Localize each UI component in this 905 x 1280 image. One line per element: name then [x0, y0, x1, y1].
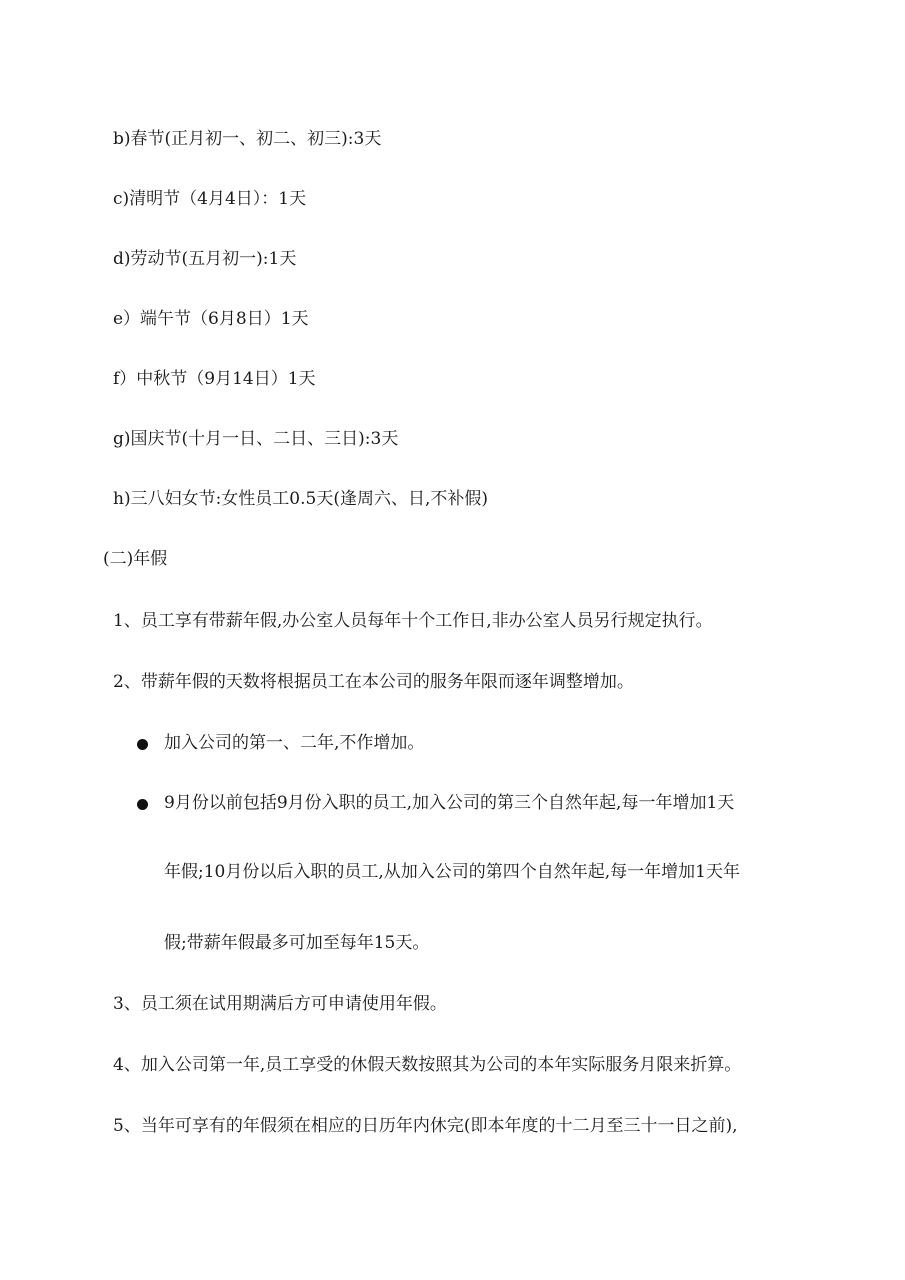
annual-leave-bullet-2-line-1: 9月份以前包括9月份入职的员工,加入公司的第三个自然年起,每一年增加1天	[164, 793, 735, 813]
bullet-dot-1	[137, 739, 148, 750]
annual-leave-item-4: 4、加入公司第一年,员工享受的休假天数按照其为公司的本年实际服务月限来折算。	[113, 1055, 742, 1075]
holiday-mid-autumn: f）中秋节（9月14日）1天	[113, 369, 316, 389]
annual-leave-item-3: 3、员工须在试用期满后方可申请使用年假。	[113, 994, 447, 1014]
section-heading-annual-leave: (二)年假	[103, 549, 168, 569]
annual-leave-item-2: 2、带薪年假的天数将根据员工在本公司的服务年限而逐年调整增加。	[113, 672, 634, 692]
holiday-dragon-boat: e）端午节（6月8日）1天	[113, 309, 309, 329]
annual-leave-bullet-1: 加入公司的第一、二年,不作增加。	[164, 733, 425, 753]
holiday-qingming: c)清明节（4月4日）：1天	[113, 189, 307, 209]
holiday-spring-festival: b)春节(正月初一、初二、初三):3天	[113, 129, 382, 149]
annual-leave-item-1: 1、员工享有带薪年假,办公室人员每年十个工作日,非办公室人员另行规定执行。	[113, 611, 713, 631]
annual-leave-bullet-2-line-2: 年假;10月份以后入职的员工,从加入公司的第四个自然年起,每一年增加1天年	[164, 862, 740, 882]
holiday-national-day: g)国庆节(十月一日、二日、三日):3天	[113, 429, 399, 449]
holiday-womens-day: h)三八妇女节:女性员工0.5天(逢周六、日,不补假)	[113, 489, 489, 509]
annual-leave-bullet-2-line-3: 假;带薪年假最多可加至每年15天。	[164, 933, 430, 953]
holiday-labor-day: d)劳动节(五月初一):1天	[113, 249, 297, 269]
bullet-dot-2	[137, 799, 148, 810]
annual-leave-item-5: 5、当年可享有的年假须在相应的日历年内休完(即本年度的十二月至三十一日之前),	[113, 1116, 738, 1136]
